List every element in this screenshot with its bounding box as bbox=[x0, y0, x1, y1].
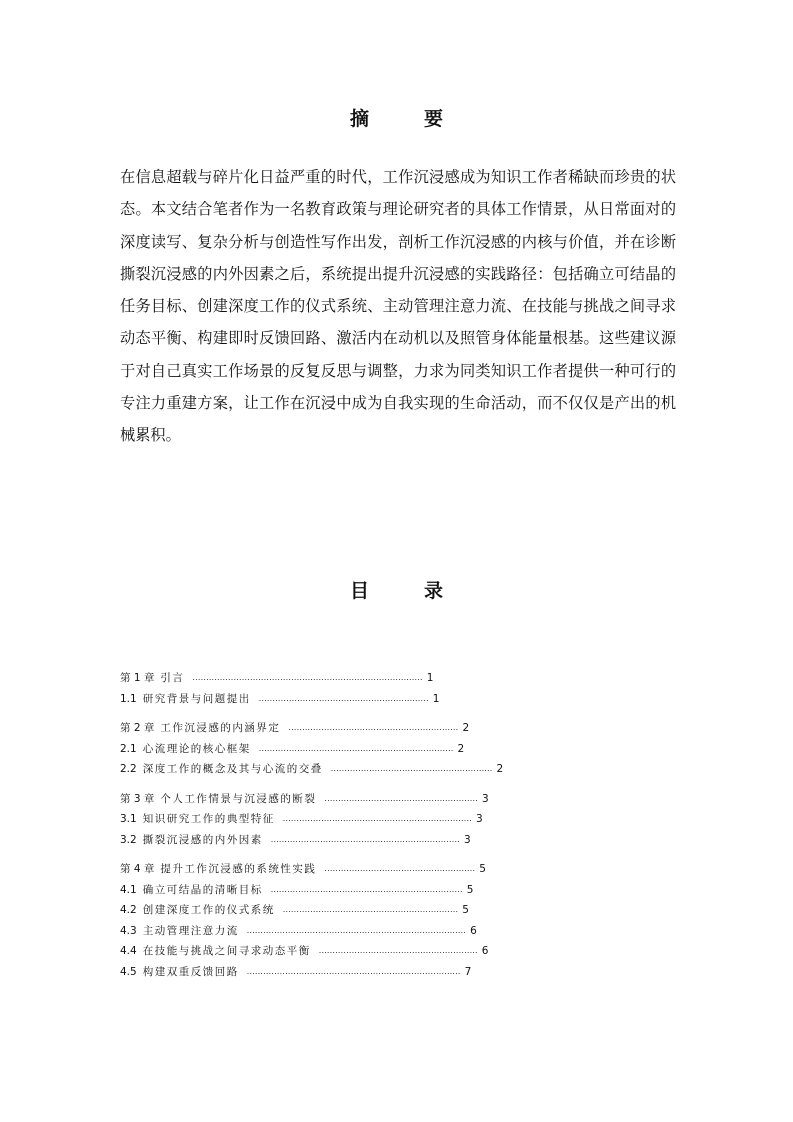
toc-entry-title: 工作沉浸感的内涵界定 bbox=[160, 722, 281, 734]
toc-entry[interactable] bbox=[120, 880, 600, 901]
toc-entry-leader: ....................................................... bbox=[324, 864, 476, 873]
toc-entry-page: 3 bbox=[475, 813, 483, 825]
toc-entry-leader: .......................................................... bbox=[318, 946, 478, 955]
toc-entry[interactable] bbox=[120, 759, 600, 780]
toc-entry-leader: .................................................................................... bbox=[192, 673, 423, 682]
toc-entry-number: 4.2 bbox=[120, 904, 137, 916]
toc-entry-leader: ....................................................................... bbox=[258, 743, 454, 753]
toc-entry-number: 第 1 章 bbox=[120, 672, 155, 684]
toc-entry-page: 5 bbox=[462, 904, 469, 916]
toc-entry-leader: .............................................................. bbox=[258, 693, 429, 703]
toc-entry-number: 第 2 章 bbox=[120, 722, 155, 734]
toc-entry-title: 撕裂沉浸感的内外因素 bbox=[142, 833, 263, 846]
toc-entry-leader: ................................................................................ bbox=[246, 925, 467, 935]
toc-entry-title: 深度工作的概念及其与心流的交叠 bbox=[142, 763, 323, 775]
toc-entry-leader: ................................................................ bbox=[282, 905, 459, 914]
toc-entry-page: 5 bbox=[479, 863, 486, 875]
toc-entry-title: 主动管理注意力流 bbox=[142, 924, 239, 937]
toc-entry-title: 构建双重反馈回路 bbox=[142, 965, 239, 978]
toc-entry-page: 2 bbox=[462, 722, 470, 734]
toc-entry[interactable] bbox=[120, 789, 600, 810]
toc-group bbox=[120, 789, 600, 851]
toc-entry-title: 心流理论的核心框架 bbox=[142, 742, 251, 755]
toc-entry[interactable] bbox=[120, 900, 600, 921]
toc-entry-page: 1 bbox=[432, 692, 440, 705]
toc-entry-number: 3.1 bbox=[120, 813, 137, 825]
toc-entry[interactable] bbox=[120, 859, 600, 880]
toc-entry-leader: .............................................................................. bbox=[246, 966, 461, 976]
toc-entry[interactable] bbox=[120, 739, 600, 760]
toc-entry-title: 确立可结晶的清晰目标 bbox=[142, 883, 263, 896]
toc-entry-number: 第 3 章 bbox=[120, 792, 155, 805]
toc-entry-page: 2 bbox=[496, 763, 504, 775]
toc-entry-page: 3 bbox=[463, 833, 471, 846]
toc-entry-number: 4.1 bbox=[120, 883, 137, 896]
toc-group bbox=[120, 668, 600, 709]
toc-entry-page: 2 bbox=[457, 742, 465, 755]
abstract-title: 摘 要 bbox=[349, 108, 461, 130]
toc-entry-title: 提升工作沉浸感的系统性实践 bbox=[160, 863, 317, 875]
toc-entry[interactable] bbox=[120, 830, 600, 851]
toc-entry-page: 3 bbox=[481, 792, 489, 805]
toc-entry-leader: .............................................................. bbox=[288, 723, 459, 732]
toc-entry[interactable] bbox=[120, 962, 600, 983]
toc-entry[interactable] bbox=[120, 809, 600, 830]
abstract-paragraph: 在信息超载与碎片化日益严重的时代，工作沉浸感成为知识工作者稀缺而珍贵的状态。本文结合笔者作为一名教育政策与理论研究者的具体工作情景，从日常面对的深度读写、复杂分析与创造性写作出发，剖析工作沉浸感的内核与价值，并在诊断撕裂沉浸感的内外因素之后，系统提出提升沉浸感的实践路径：包括确立可结晶的任务目标、创建深度工作的仪式系统、主动管理注意力流、在技能与挑战之间寻求动态平衡、构建即时反馈回路、激活内在动机以及照管身体能量根基。这些建议源于对自己真实工作场景的反复反思与调整，力求为同类知识工作者提供一种可行的专注力重建方案，让工作在沉浸中成为自我实现的生命活动，而不仅仅是产出的机械累积。 bbox=[120, 168, 676, 445]
table-of-contents bbox=[120, 668, 600, 991]
toc-entry-leader: ..................................................................... bbox=[270, 834, 460, 844]
toc-entry-title: 知识研究工作的典型特征 bbox=[142, 813, 275, 825]
toc-entry-page: 1 bbox=[426, 672, 434, 684]
toc-entry-number: 2.2 bbox=[120, 763, 137, 775]
toc-entry-number: 4.3 bbox=[120, 924, 137, 937]
toc-entry-leader: ...................................................................... bbox=[270, 884, 463, 894]
toc-entry-title: 在技能与挑战之间寻求动态平衡 bbox=[142, 945, 311, 957]
toc-entry-leader: ........................................................... bbox=[330, 764, 493, 773]
toc-entry-page: 6 bbox=[470, 924, 477, 937]
toc-entry-leader: ..................................................................... bbox=[282, 814, 472, 823]
toc-entry-title: 研究背景与问题提出 bbox=[142, 692, 251, 705]
toc-entry-number: 4.4 bbox=[120, 945, 137, 957]
toc-entry-title: 引言 bbox=[160, 672, 185, 684]
toc-group bbox=[120, 718, 600, 780]
toc-entry-leader: ........................................................ bbox=[324, 793, 478, 803]
abstract-body bbox=[120, 161, 676, 452]
toc-entry[interactable] bbox=[120, 689, 600, 710]
toc-title: 目 录 bbox=[349, 580, 461, 602]
toc-entry[interactable] bbox=[120, 941, 600, 962]
toc-entry-page: 5 bbox=[466, 883, 474, 896]
toc-entry-page: 6 bbox=[481, 945, 489, 957]
toc-entry[interactable] bbox=[120, 921, 600, 942]
toc-entry[interactable] bbox=[120, 718, 600, 739]
toc-entry[interactable] bbox=[120, 668, 600, 689]
toc-entry-title: 创建深度工作的仪式系统 bbox=[142, 904, 275, 916]
toc-entry-number: 1.1 bbox=[120, 692, 137, 705]
toc-entry-number: 第 4 章 bbox=[120, 863, 155, 875]
toc-entry-number: 2.1 bbox=[120, 742, 137, 755]
toc-entry-number: 3.2 bbox=[120, 833, 137, 846]
toc-entry-title: 个人工作情景与沉浸感的断裂 bbox=[160, 792, 317, 805]
toc-entry-page: 7 bbox=[464, 965, 472, 978]
toc-entry-number: 4.5 bbox=[120, 965, 137, 978]
toc-group bbox=[120, 859, 600, 982]
